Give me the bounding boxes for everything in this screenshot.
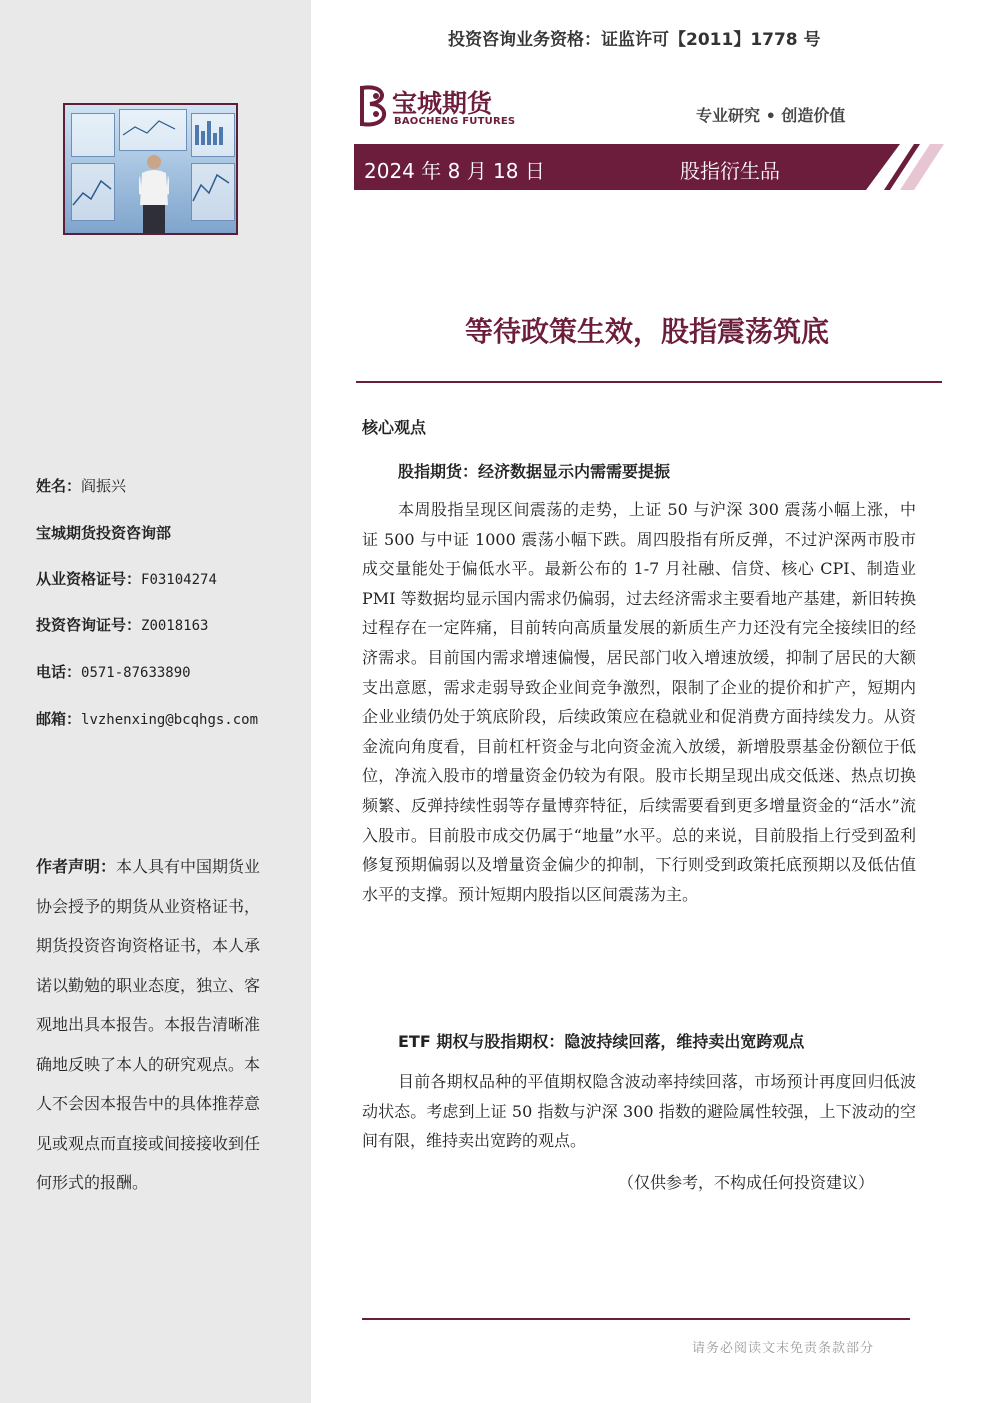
sidebar <box>0 0 311 1403</box>
report-category: 股指衍生品 <box>680 159 780 183</box>
core-view-heading: 核心观点 <box>362 418 427 437</box>
license-line: 投资咨询业务资格：证监许可【2011】1778 号 <box>448 30 821 50</box>
author-name-row <box>36 476 126 496</box>
section-options-heading: ETF 期权与股指期权：隐波持续回落，维持卖出宽跨观点 <box>398 1032 805 1051</box>
author-statement <box>36 847 272 1203</box>
footer-divider <box>362 1318 910 1320</box>
report-date: 2024 年 8 月 18 日 <box>364 159 545 183</box>
phone-row <box>36 662 191 683</box>
email-label: 邮箱： <box>36 710 82 728</box>
title-divider <box>356 381 942 383</box>
qualification-row <box>36 569 217 590</box>
analyst-cover-image <box>63 103 238 235</box>
logo-english-name: BAOCHENG FUTURES <box>394 116 516 127</box>
advisory-row <box>36 615 208 636</box>
report-title: 等待政策生效，股指震荡筑底 <box>464 315 829 348</box>
phone-number: 0571-87633890 <box>81 665 191 681</box>
qualification-label: 从业资格证号： <box>36 570 142 588</box>
company-slogan: 专业研究 • 创造价值 <box>696 106 846 125</box>
email-address[interactable]: lvzhenxing@bcqhgs.com <box>81 712 259 728</box>
disclaimer-note: （仅供参考，不构成任何投资建议） <box>618 1173 875 1192</box>
department-row <box>36 523 171 543</box>
advisory-label: 投资咨询证号： <box>36 616 142 634</box>
logo-chinese-name: 宝城期货 <box>392 89 493 118</box>
logo-mark-icon <box>356 82 392 130</box>
author-name: 阎振兴 <box>81 477 127 495</box>
email-row <box>36 709 258 730</box>
footer-notice: 请务必阅读文末免责条款部分 <box>692 1341 875 1356</box>
statement-label: 作者声明： <box>36 857 117 876</box>
advisory-number: Z0018163 <box>141 618 209 634</box>
phone-label: 电话： <box>36 663 82 681</box>
section-futures-body: 本周股指呈现区间震荡的走势，上证 50 与沪深 300 震荡小幅上涨，中证 500 与中证 1000 震荡小幅下跌。周四股指有所反弹，不过沪深两市股市成交量能处于偏低水平。最新公布的 1-7 月社融、信贷、核心 CPI、制造业 PMI 等数据均显示国内需求仍偏弱，过去经济需求主要看地产基建，新旧转换过程存在一定阵痛，目前转向高质量发展的新质生产力还没有完全接续旧的经济需求。目前国内需求增速偏慢，居民部门收入增速放缓，抑制了居民的大额支出意愿，需求走弱导致企业间竞争激烈，限制了企业的提价和扩产，短期内企业业绩仍处于筑底阶段，后续政策应在稳就业和促消费方面持续发力。从资金流向角度看，目前杠杆资金与北向资金流入放缓，新增股票基金份额位于低位，净流入股市的增量资金仍较为有限。股市长期呈现出成交低迷、热点切换频繁、反弹持续性弱等存量博弈特征，后续需要看到更多增量资金的“活水”流入股市。目前股市成交仍属于“地量”水平。总的来说，目前股指上行受到盈利修复预期偏弱以及增量资金偏少的抑制，下行则受到政策托底预期以及低估值水平的支撑。预计短期内股指以区间震荡为主。 <box>362 500 916 904</box>
statement-text: 本人具有中国期货业协会授予的期货从业资格证书，期货投资咨询资格证书，本人承诺以勤勉的职业态度，独立、客观地出具本报告。本报告清晰准确地反映了本人的研究观点。本人不会因本报告中的具体推荐意见或观点而直接或间接接收到任何形式的报酬。 <box>36 857 261 1192</box>
author-name-label: 姓名： <box>36 477 82 495</box>
department-name: 宝城期货投资咨询部 <box>36 524 172 542</box>
company-logo <box>356 82 526 132</box>
section-futures-heading: 股指期货：经济数据显示内需需要提振 <box>398 462 671 481</box>
section-options-body: 目前各期权品种的平值期权隐含波动率持续回落，市场预计再度回归低波动状态。考虑到上证 50 指数与沪深 300 指数的避险属性较强，上下波动的空间有限，维持卖出宽跨的观点。 <box>362 1072 916 1151</box>
qualification-number: F03104274 <box>141 572 217 588</box>
